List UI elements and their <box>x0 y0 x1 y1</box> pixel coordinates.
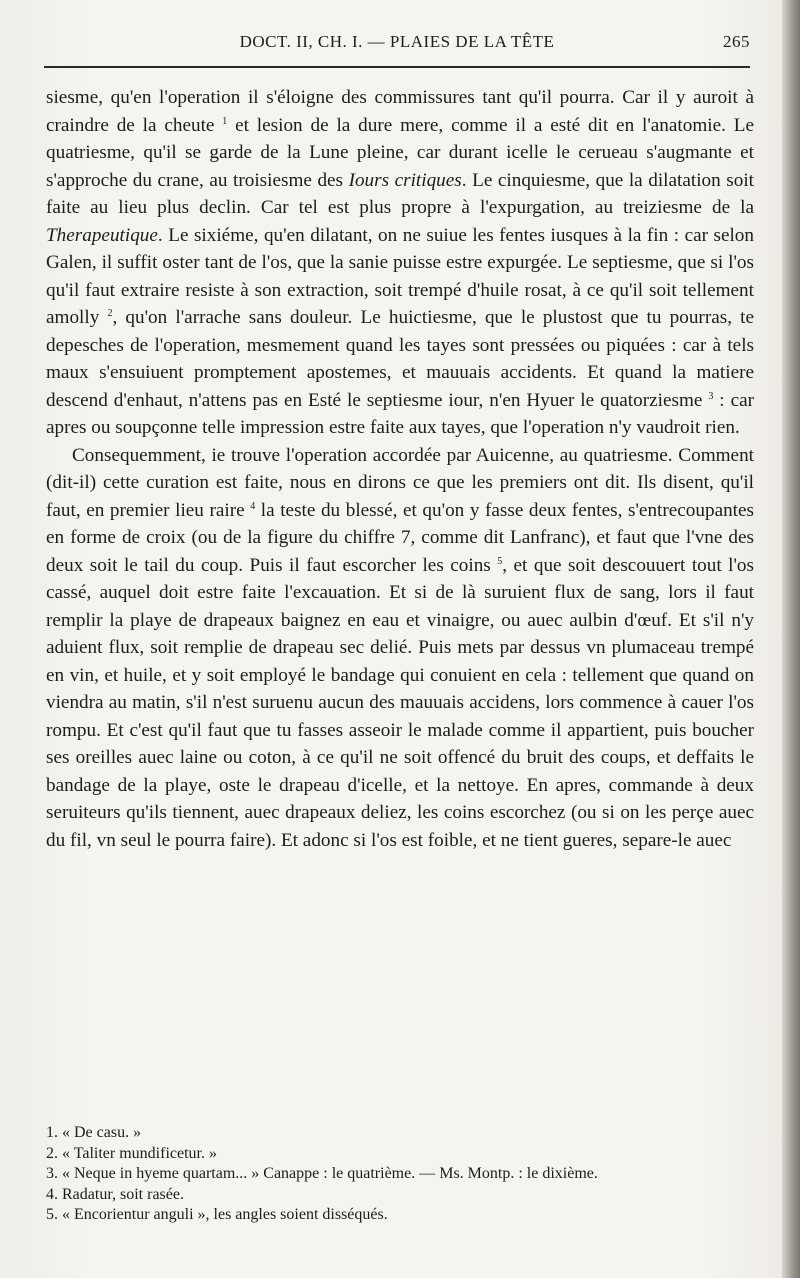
footnote-3: 3. « Neque in hyeme quartam... » Canappe : le quatrième. — Ms. Montp. : le dixième. <box>46 1165 598 1182</box>
text-run: siesme, qu'en l'operation il s'éloigne des commissures tant qu'il pourra. Car il y auroit à craindre de la cheute <box>46 87 754 136</box>
text-run: . Le cinquiesme, que la dilatation soit faite au lieu plus declin. Car tel est plus propre à l'expurgation, au treiziesme de la <box>46 169 754 218</box>
text-run: , et que soit descouuert tout l'os cassé, auquel doit estre faite l'excauation. Et si de là suruient flux de sang, lors il faut remplir la playe de drapeaux baignez en eau et vinaigre, ou auec aulbin d'œuf. Et s'il n'y aduient flux, soit remplie de drapeau sec delié. Puis mets par dessus vn plumaceau trempé en vin, et huile, et y soit employé le bandage qui conuient en cela : tellement que quand on viendra au matin, s'il n'est suruenu aucun des mauuais accidens, lors commence à cauer l'os rompu. Et c'est qu'il faut que tu fasses asseoir le malade comme il appartient, puis boucher ses oreilles auec laine ou coton, à ce qu'il ne soit offencé du bruit des coups, et deffaits le bandage de la playe, oste le drapeau d'icelle, et la nettoye. En apres, commande à deux seruiteurs qu'ils tiennent, auec drapeaux deliez, les coins escorchez (ou si on les perçe auec du fil, vn seul le pourra faire). Et adonc si l'os est foible, et ne tient gueres, separe-le auec <box>46 554 754 851</box>
italic-title: Therapeutique <box>46 224 158 246</box>
header-rule <box>44 66 750 68</box>
page-edge-shadow <box>782 0 800 1278</box>
footnote-1: 1. « De casu. » <box>46 1124 142 1141</box>
text-run: , qu'on l'arrache sans douleur. Le huictiesme, que le plustost que tu pourras, te depesches de l'operation, mesmement quand les tayes sont pressées ou piquées : car à tels maux s'ensuiuent promptement apostemes, et mauuais accidents. Et quand la matiere descend d'enhaut, n'attens pas en Esté le septiesme iour, n'en Hyuer le quatorziesme <box>46 307 754 411</box>
running-header <box>44 30 750 58</box>
main-text <box>46 84 754 854</box>
text-run: . Le sixiéme, qu'en dilatant, on ne suiue les fentes iusques à la fin : car selon Galen, il suffit oster tant de l'os, que la sanie puisse estre expurgée. Le septiesme, que si l'os qu'il faut extraire resiste à son extraction, soit trempé d'huile rosat, à ce qu'il soit tellement amolly <box>46 224 754 328</box>
footnote-ref-1: 1 <box>222 115 228 127</box>
footnote-ref-3: 3 <box>708 390 714 402</box>
text-run: : car apres ou soupçonne telle impression estre faite aux tayes, que l'operation n'y vaudroit rien. <box>46 389 754 438</box>
running-title: DOCT. II, CH. I. — PLAIES DE LA TÊTE <box>239 32 555 51</box>
italic-title: Iours critiques <box>348 169 462 191</box>
paragraph-2 <box>46 442 754 855</box>
footnotes <box>46 1123 754 1226</box>
text-run: Consequemment, ie trouve l'operation accordée par Auicenne, au quatriesme. Comment (dit-il) cette curation est faite, nous en dirons ce que les premiers ont dit. Ils disent, qu'il faut, en premier lieu raire <box>46 444 754 521</box>
page-number: 265 <box>723 32 750 51</box>
paragraph-1 <box>46 84 754 442</box>
footnote-ref-5: 5 <box>497 555 503 567</box>
footnote-5: 5. « Encorientur anguli », les angles soient disséqués. <box>46 1206 388 1223</box>
footnote-ref-4: 4 <box>250 500 256 512</box>
text-run: la teste du blessé, et qu'on y fasse deux fentes, s'entrecoupantes en forme de croix (ou de la figure du chiffre 7, comme dit Lanfranc), et faut que l'vne des deux soit le tail du coup. Puis il faut escorcher les coins <box>46 499 754 576</box>
footnote-2: 2. « Taliter mundificetur. » <box>46 1144 217 1162</box>
text-run: et lesion de la dure mere, comme il a esté dit en l'anatomie. Le quatriesme, qu'il se garde de la Lune pleine, car durant icelle le cerueau s'augmante et s'approche du crane, au troisiesme des <box>46 114 754 191</box>
footnote-ref-2: 2 <box>107 308 113 319</box>
footnote-4: 4. Radatur, soit rasée. <box>46 1185 184 1203</box>
